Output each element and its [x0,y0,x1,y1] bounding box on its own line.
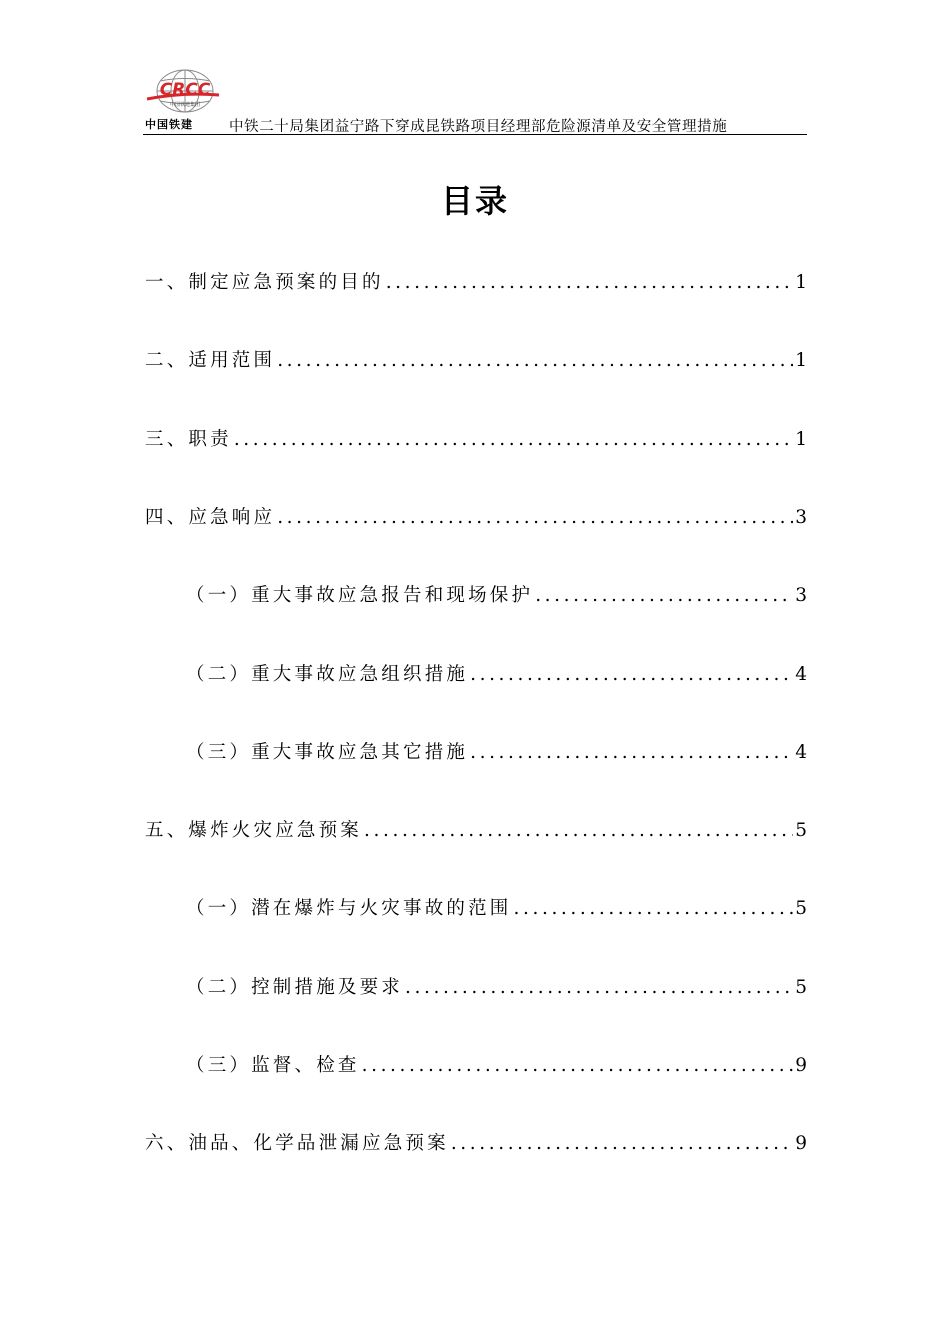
toc-entry-page: 3 [795,585,807,606]
toc-entry-label: 三、职责 [145,429,232,450]
toc-dot-leader [277,346,793,376]
header-title: 中铁二十局集团益宁路下穿成昆铁路项目经理部危险源清单及安全管理措施 [229,119,728,135]
toc-entry-label: （一）潜在爆炸与火灾事故的范围 [186,898,512,919]
toc-entry-label: 一、制定应急预案的目的 [145,272,384,293]
toc-entry-page: 5 [795,977,807,998]
toc-entry[interactable] [145,1129,807,1159]
toc-entry[interactable] [145,346,807,376]
toc-entry-label: （二）控制措施及要求 [186,977,404,998]
toc-entry-label: 六、油品、化学品泄漏应急预案 [145,1133,449,1154]
toc-entry[interactable] [145,503,807,533]
toc-entry-page: 5 [795,820,807,841]
toc-entry[interactable] [145,816,807,846]
toc-entry-label: 二、适用范围 [145,350,276,371]
toc-entry-label: 五、爆炸火灾应急预案 [145,820,363,841]
toc-dot-leader [386,268,794,298]
toc-entry[interactable] [186,973,807,1003]
toc-dot-leader [364,816,793,846]
toc-entry-label: （三）监督、检查 [186,1055,360,1076]
toc-dot-leader [405,973,793,1003]
logo-text: CRCC [159,80,211,100]
page-header [143,68,807,135]
toc-entry[interactable] [145,425,807,455]
toc-dot-leader [362,1051,794,1081]
logo-subtext: 中国铁建集团 [169,102,201,108]
toc-entry-page: 9 [795,1133,807,1154]
toc-entry[interactable] [186,581,807,611]
toc-entry[interactable] [186,1051,807,1081]
toc-entry-page: 1 [795,272,807,293]
toc-entry-page: 1 [795,429,807,450]
document-title: 目录 [440,182,509,220]
toc-entry-label: （一）重大事故应急报告和现场保护 [186,585,534,606]
toc-entry[interactable] [145,268,807,298]
toc-dot-leader [514,894,794,924]
toc-entry[interactable] [186,894,807,924]
crcc-logo [143,68,225,134]
toc-entry-page: 3 [795,507,807,528]
toc-entry-page: 4 [795,664,807,685]
toc-dot-leader [277,503,793,533]
toc-entry-page: 5 [795,898,807,919]
toc-entry-label: （三）重大事故应急其它措施 [186,742,469,763]
toc-entry-page: 9 [795,1055,807,1076]
toc-dot-leader [470,738,793,768]
toc-dot-leader [451,1129,793,1159]
toc-entry-label: （二）重大事故应急组织措施 [186,664,469,685]
toc-dot-leader [234,425,793,455]
toc-dot-leader [535,581,793,611]
toc-entry-page: 4 [795,742,807,763]
toc-entry-page: 1 [795,350,807,371]
toc-entry[interactable] [186,660,807,690]
logo-cn-text: 中国铁建 [145,118,193,131]
toc-entry-label: 四、应急响应 [145,507,276,528]
toc-entry[interactable] [186,738,807,768]
toc-dot-leader [470,660,793,690]
